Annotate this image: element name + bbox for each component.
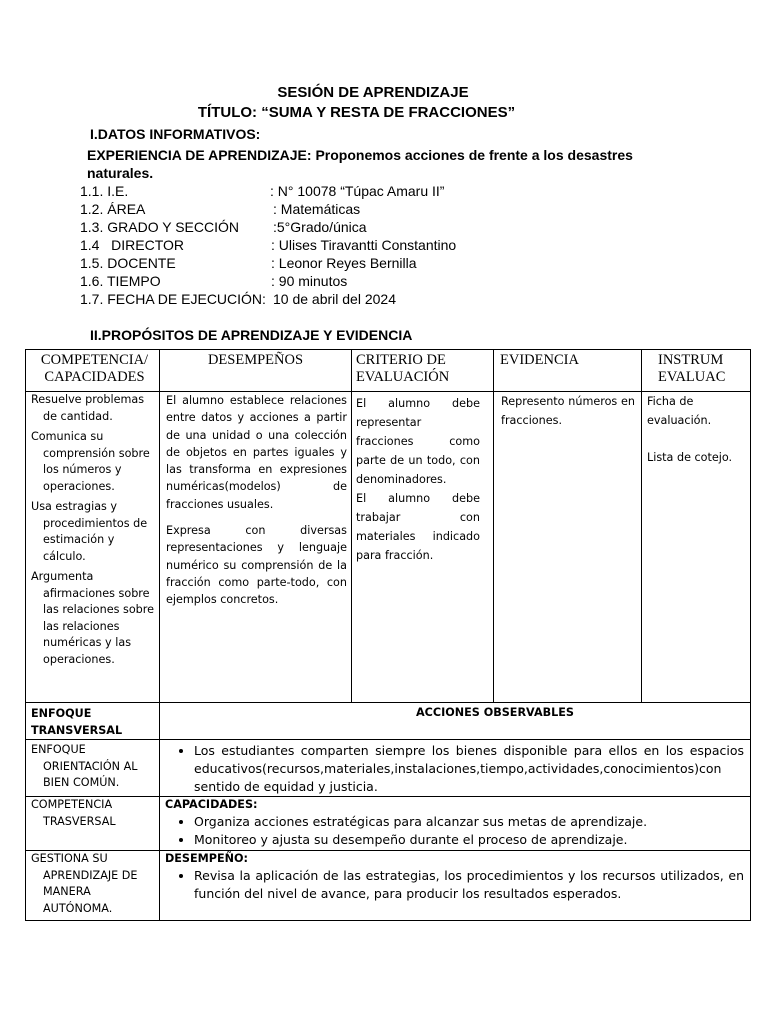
acciones-label: ACCIONES OBSERVABLES — [160, 703, 751, 740]
desempeno-text: • Revisa la aplicación de las estrategias, los procedimientos y los recursos utilizados, en función del nivel de avance, para producir los resultados esperados. — [194, 867, 744, 903]
table-row — [26, 797, 751, 851]
instrumento-item: Ficha de evaluación. — [647, 395, 712, 427]
criterio-item: El alumno debe trabajar con materiales indicado para fracción. — [356, 492, 480, 562]
bien-comun-cell — [160, 740, 751, 797]
info-value: : 90 minutos — [271, 273, 348, 289]
info-value: : Leonor Reyes Bernilla — [271, 255, 417, 271]
info-value: : Matemáticas — [273, 201, 361, 217]
enfoque-label: ENFOQUE TRANSVERSAL — [26, 703, 160, 740]
col-header-desempenos: DESEMPEÑOS — [160, 350, 352, 392]
col-header-criterio: CRITERIO DE EVALUACIÓN — [352, 350, 494, 392]
criterio-item: El alumno debe representar fracciones como parte de un todo, con denominadores. — [356, 397, 480, 486]
section2-heading: II.PROPÓSITOS DE APRENDIZAJE Y EVIDENCIA — [90, 327, 413, 343]
info-value: :5°Grado/única — [273, 219, 367, 235]
table-row — [26, 851, 751, 921]
competencia-trasversal-text: COMPETENCIA TRASVERSAL — [31, 798, 116, 828]
info-value: 10 de abril del 2024 — [273, 291, 396, 307]
instrumentos-cell — [642, 392, 751, 703]
competencia-item: Resuelve problemas de cantidad. — [31, 393, 145, 423]
desempeno-item: El alumno establece relaciones entre datos y acciones a partir de una unidad o una colección de objetos en partes iguales y las transforma en expresiones numéricas(modelos) de fracciones usuales. — [166, 394, 347, 511]
col-header-evidencia: EVIDENCIA — [494, 350, 642, 392]
col-header-competencia: COMPETENCIA/ CAPACIDADES — [26, 350, 160, 392]
table-header-row — [26, 350, 751, 392]
info-value: : Ulises Tiravantti Constantino — [271, 237, 457, 253]
info-value: : N° 10078 “Túpac Amaru II” — [270, 183, 445, 199]
enfoque-header-row — [26, 703, 751, 740]
info-label: 1.7. FECHA DE EJECUCIÓN: — [80, 291, 266, 307]
experience-label: EXPERIENCIA DE APRENDIZAJE: — [87, 147, 312, 163]
bien-comun-label-text: ENFOQUE ORIENTACIÓN AL BIEN COMÚN. — [31, 743, 138, 789]
desempeno-item: Expresa con diversas representaciones y lenguaje numérico su comprensión de la fracción como parte-todo, con ejemplos concretos. — [166, 524, 347, 607]
col-header-instrumento: INSTRUM EVALUAC — [642, 350, 751, 392]
capacidades-cell — [160, 797, 751, 851]
competencias-cell — [26, 392, 160, 703]
bien-comun-label — [26, 740, 160, 797]
desempeno-cell — [160, 851, 751, 921]
table-row — [26, 392, 751, 703]
info-label: 1.2. ÁREA — [80, 201, 146, 217]
bien-comun-text: • Los estudiantes comparten siempre los bienes disponible para ellos en los espacios educativos(recursos,materiales,instalaciones,tiempo,actividades,conocimientos)con sentido de equidad y justicia. — [194, 742, 744, 796]
evidencia-cell: Represento números en fracciones. — [494, 392, 642, 703]
propositos-table — [25, 349, 751, 921]
capacidad-item: • Monitoreo y ajusta su desempeño durante el proceso de aprendizaje. — [194, 831, 744, 849]
competencia-trasversal-label — [26, 797, 160, 851]
desempenos-cell — [160, 392, 352, 703]
gestiona-label-text: GESTIONA SU APRENDIZAJE DE MANERA AUTÓNOMA. — [31, 852, 138, 915]
info-label: 1.5. DOCENTE — [80, 255, 176, 271]
desempeno-label: DESEMPEÑO: — [165, 852, 248, 865]
info-label: 1.3. GRADO Y SECCIÓN — [80, 219, 239, 235]
info-label: 1.1. I.E. — [80, 183, 129, 199]
info-label: 1.4 DIRECTOR — [80, 237, 184, 253]
competencia-item: Argumenta afirmaciones sobre las relaciones sobre las relaciones numéricas y las operaciones. — [31, 570, 155, 666]
info-label: 1.6. TIEMPO — [80, 273, 161, 289]
table-row — [26, 740, 751, 797]
capacidad-item: • Organiza acciones estratégicas para alcanzar sus metas de aprendizaje. — [194, 813, 744, 831]
experience-text: Proponemos acciones de frente a los desastres naturales. — [87, 147, 633, 181]
page-subtitle: TÍTULO: “SUMA Y RESTA DE FRACCIONES” — [197, 104, 516, 121]
competencia-item: Comunica su comprensión sobre los números y operaciones. — [31, 430, 150, 493]
experience-line — [87, 146, 667, 182]
gestiona-label — [26, 851, 160, 921]
capacidades-label: CAPACIDADES: — [165, 798, 258, 811]
section1-heading: I.DATOS INFORMATIVOS: — [90, 126, 261, 142]
page-title: SESIÓN DE APRENDIZAJE — [277, 84, 469, 101]
instrumento-item: Lista de cotejo. — [647, 451, 733, 464]
competencia-item: Usa estragias y procedimientos de estimación y cálculo. — [31, 500, 148, 563]
criterios-cell — [352, 392, 494, 703]
